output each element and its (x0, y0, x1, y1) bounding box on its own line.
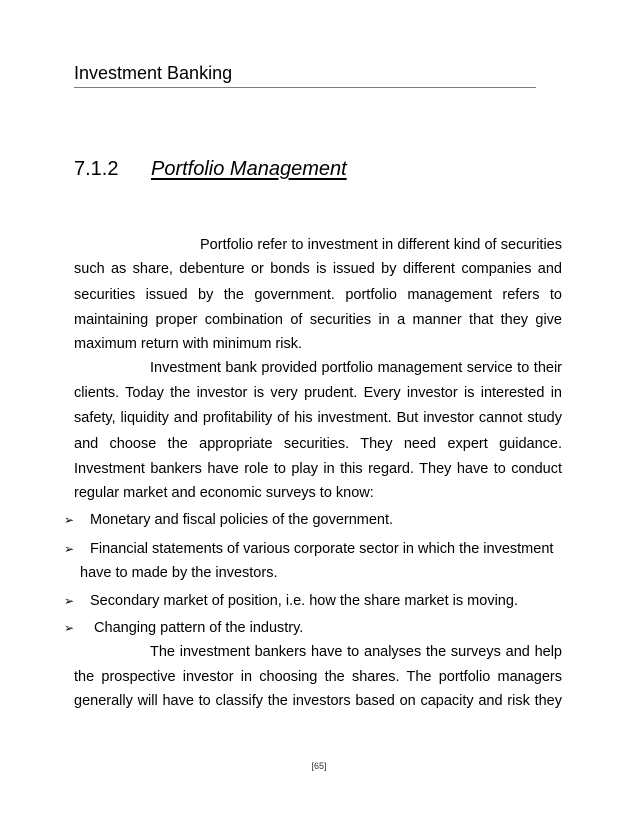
section-number: 7.1.2 (74, 158, 119, 180)
arrow-bullet-icon: ➢ (64, 594, 75, 608)
paragraph-1-line: maximum return with minimum risk. (74, 336, 302, 352)
paragraph-2-line: regular market and economic surveys to know: (74, 485, 374, 501)
arrow-bullet-icon: ➢ (64, 621, 75, 635)
paragraph-1-line: Portfolio refer to investment in different kind of securities (200, 237, 562, 253)
bullet-text: Financial statements of various corporate sector in which the investment (90, 541, 554, 557)
bullet-item (64, 511, 393, 529)
bullet-text: Secondary market of position, i.e. how the share market is moving. (90, 593, 518, 609)
paragraph-1-line: such as share, debenture or bonds is issued by different companies and (74, 261, 562, 277)
paragraph-2-line: Investment bank provided portfolio management service to their (150, 360, 562, 376)
header-title: Investment Banking (74, 63, 233, 83)
paragraph-2-line: and choose the appropriate securities. They need expert guidance. (74, 436, 562, 452)
paragraph-3-line: the prospective investor in choosing the shares. The portfolio managers (74, 669, 562, 685)
paragraph-2-line: clients. Today the investor is very prudent. Every investor is interested in (74, 385, 562, 401)
section-title: Portfolio Management (151, 158, 347, 180)
paragraph-2-line: Investment bankers have role to play in this regard. They have to conduct (74, 461, 562, 477)
page-header (74, 62, 536, 88)
bullet-item (64, 619, 303, 637)
bullet-item (64, 540, 562, 558)
paragraph-1-line: maintaining proper combination of securities in a manner that they give (74, 312, 562, 328)
arrow-bullet-icon: ➢ (64, 513, 75, 527)
paragraph-1-line: securities issued by the government. portfolio management refers to (74, 287, 562, 303)
page-number: [65] (311, 761, 327, 771)
bullet-text: Changing pattern of the industry. (90, 620, 304, 636)
paragraph-3-line: The investment bankers have to analyses the surveys and help (150, 644, 562, 660)
section-heading (74, 156, 347, 182)
paragraph-3-line: generally will have to classify the investors based on capacity and risk they (74, 693, 562, 709)
bullet-continuation: have to made by the investors. (80, 565, 278, 581)
bullet-text: Monetary and fiscal policies of the government. (90, 512, 394, 528)
arrow-bullet-icon: ➢ (64, 542, 75, 556)
bullet-item (64, 592, 518, 610)
paragraph-2-line: safety, liquidity and profitability of his investment. But investor cannot study (74, 410, 562, 426)
